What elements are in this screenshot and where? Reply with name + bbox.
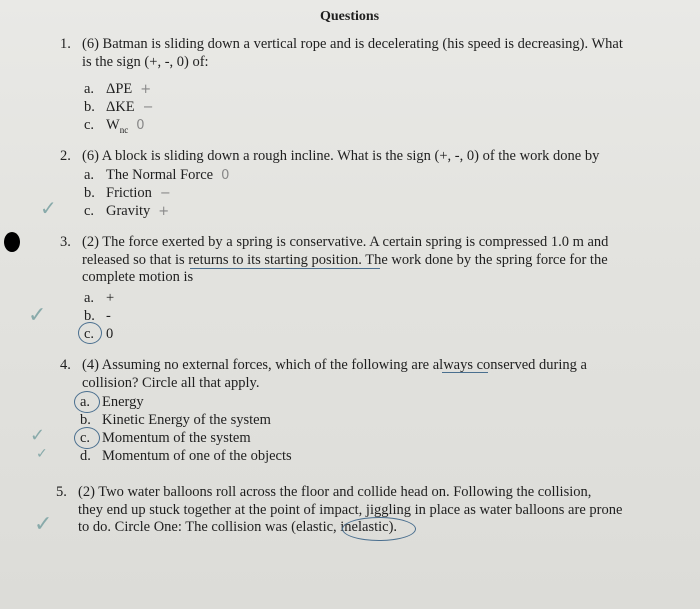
- pen-underline: [190, 268, 380, 269]
- answer-circle: [78, 322, 102, 344]
- question-text: [82, 357, 662, 392]
- option-label: Friction: [106, 185, 152, 201]
- checkmark-icon: ✓: [36, 446, 48, 462]
- question-number: 4.: [60, 357, 71, 373]
- handwritten-answer: −: [159, 186, 171, 201]
- option-4d: [80, 448, 292, 465]
- option-letter: c.: [84, 203, 95, 219]
- question-text: [82, 36, 662, 71]
- question-text: [82, 234, 662, 287]
- hole-punch-dot: [4, 232, 20, 252]
- option-letter: a.: [80, 394, 91, 410]
- question-number: 2.: [60, 148, 71, 164]
- checkmark-icon: ✓: [34, 512, 53, 537]
- option-label: 0: [106, 326, 114, 342]
- option-label: W: [106, 117, 120, 133]
- checkmark-icon: ✓: [30, 425, 46, 446]
- option-letter: b.: [84, 308, 95, 324]
- option-1c: [84, 117, 144, 139]
- option-2c: [84, 203, 169, 220]
- question-text-line: (2) Two water balloons roll across the floor and collide head on. Following the collision,: [78, 484, 592, 500]
- question-text-line: (4) Assuming no external forces, which of the following are always conserved during a: [82, 357, 587, 373]
- handwritten-answer: 0: [136, 118, 145, 133]
- option-letter: b.: [84, 185, 95, 201]
- question-text: [82, 148, 662, 166]
- question-number: 5.: [56, 484, 67, 500]
- answer-circle: [74, 391, 100, 413]
- question-text-line: (2) The force exerted by a spring is conservative. A certain spring is compressed 1.0 m and: [82, 234, 609, 250]
- handwritten-answer: +: [140, 82, 152, 97]
- option-label: ΔPE: [106, 81, 133, 97]
- answer-circle: [74, 427, 100, 449]
- option-1b: [84, 99, 154, 116]
- question-text-line: complete motion is: [82, 269, 194, 285]
- option-letter: b.: [80, 412, 91, 428]
- option-label: Momentum of one of the objects: [102, 448, 292, 464]
- option-4c: [80, 430, 251, 447]
- question-number: 3.: [60, 234, 71, 250]
- question-number: 1.: [60, 36, 71, 52]
- option-letter: a.: [84, 290, 95, 306]
- pen-underline: [442, 372, 488, 373]
- option-letter: d.: [80, 448, 91, 464]
- option-1a: [84, 81, 151, 98]
- handwritten-answer: 0: [221, 168, 230, 183]
- option-letter: a.: [84, 167, 95, 183]
- option-label: The Normal Force: [106, 167, 214, 183]
- checkmark-icon: ✓: [28, 303, 47, 328]
- option-letter: c.: [80, 430, 91, 446]
- page-title: Questions: [320, 9, 380, 24]
- handwritten-answer: −: [142, 100, 154, 115]
- question-text-line: (6) Batman is sliding down a vertical rope and is decelerating (his speed is decreasing). What: [82, 36, 623, 52]
- answer-circle: [342, 517, 416, 541]
- checkmark-icon: ✓: [40, 196, 57, 220]
- question-text-line: is the sign (+, -, 0) of:: [82, 53, 209, 70]
- question-text-line: they end up stuck together at the point of impact, jiggling in place as water balloons are prone: [78, 501, 623, 518]
- option-letter: c.: [84, 326, 95, 342]
- option-label: +: [106, 290, 115, 306]
- option-label: Gravity: [106, 203, 151, 219]
- option-label: Energy: [102, 394, 144, 410]
- option-label: Kinetic Energy of the system: [102, 412, 271, 428]
- option-3a: [84, 290, 114, 307]
- option-2b: [84, 185, 171, 202]
- option-label: -: [106, 308, 111, 324]
- option-2a: [84, 167, 229, 184]
- option-letter: c.: [84, 117, 95, 133]
- option-label: Momentum of the system: [102, 430, 251, 446]
- question-text-line: collision? Circle all that apply.: [82, 374, 260, 391]
- option-4b: [80, 412, 271, 429]
- handwritten-answer: +: [158, 204, 170, 219]
- option-letter: b.: [84, 99, 95, 115]
- question-text-line: released so that is returns to its starting position. The work done by the spring force for the: [82, 251, 608, 268]
- option-label: ΔKE: [106, 99, 135, 115]
- option-subscript: nc: [119, 124, 129, 135]
- question-text-line: to do. Circle One: The collision was (elastic, inelastic).: [78, 519, 398, 535]
- option-letter: a.: [84, 81, 95, 97]
- question-text-line: (6) A block is sliding down a rough incline. What is the sign (+, -, 0) of the work done by: [82, 148, 600, 164]
